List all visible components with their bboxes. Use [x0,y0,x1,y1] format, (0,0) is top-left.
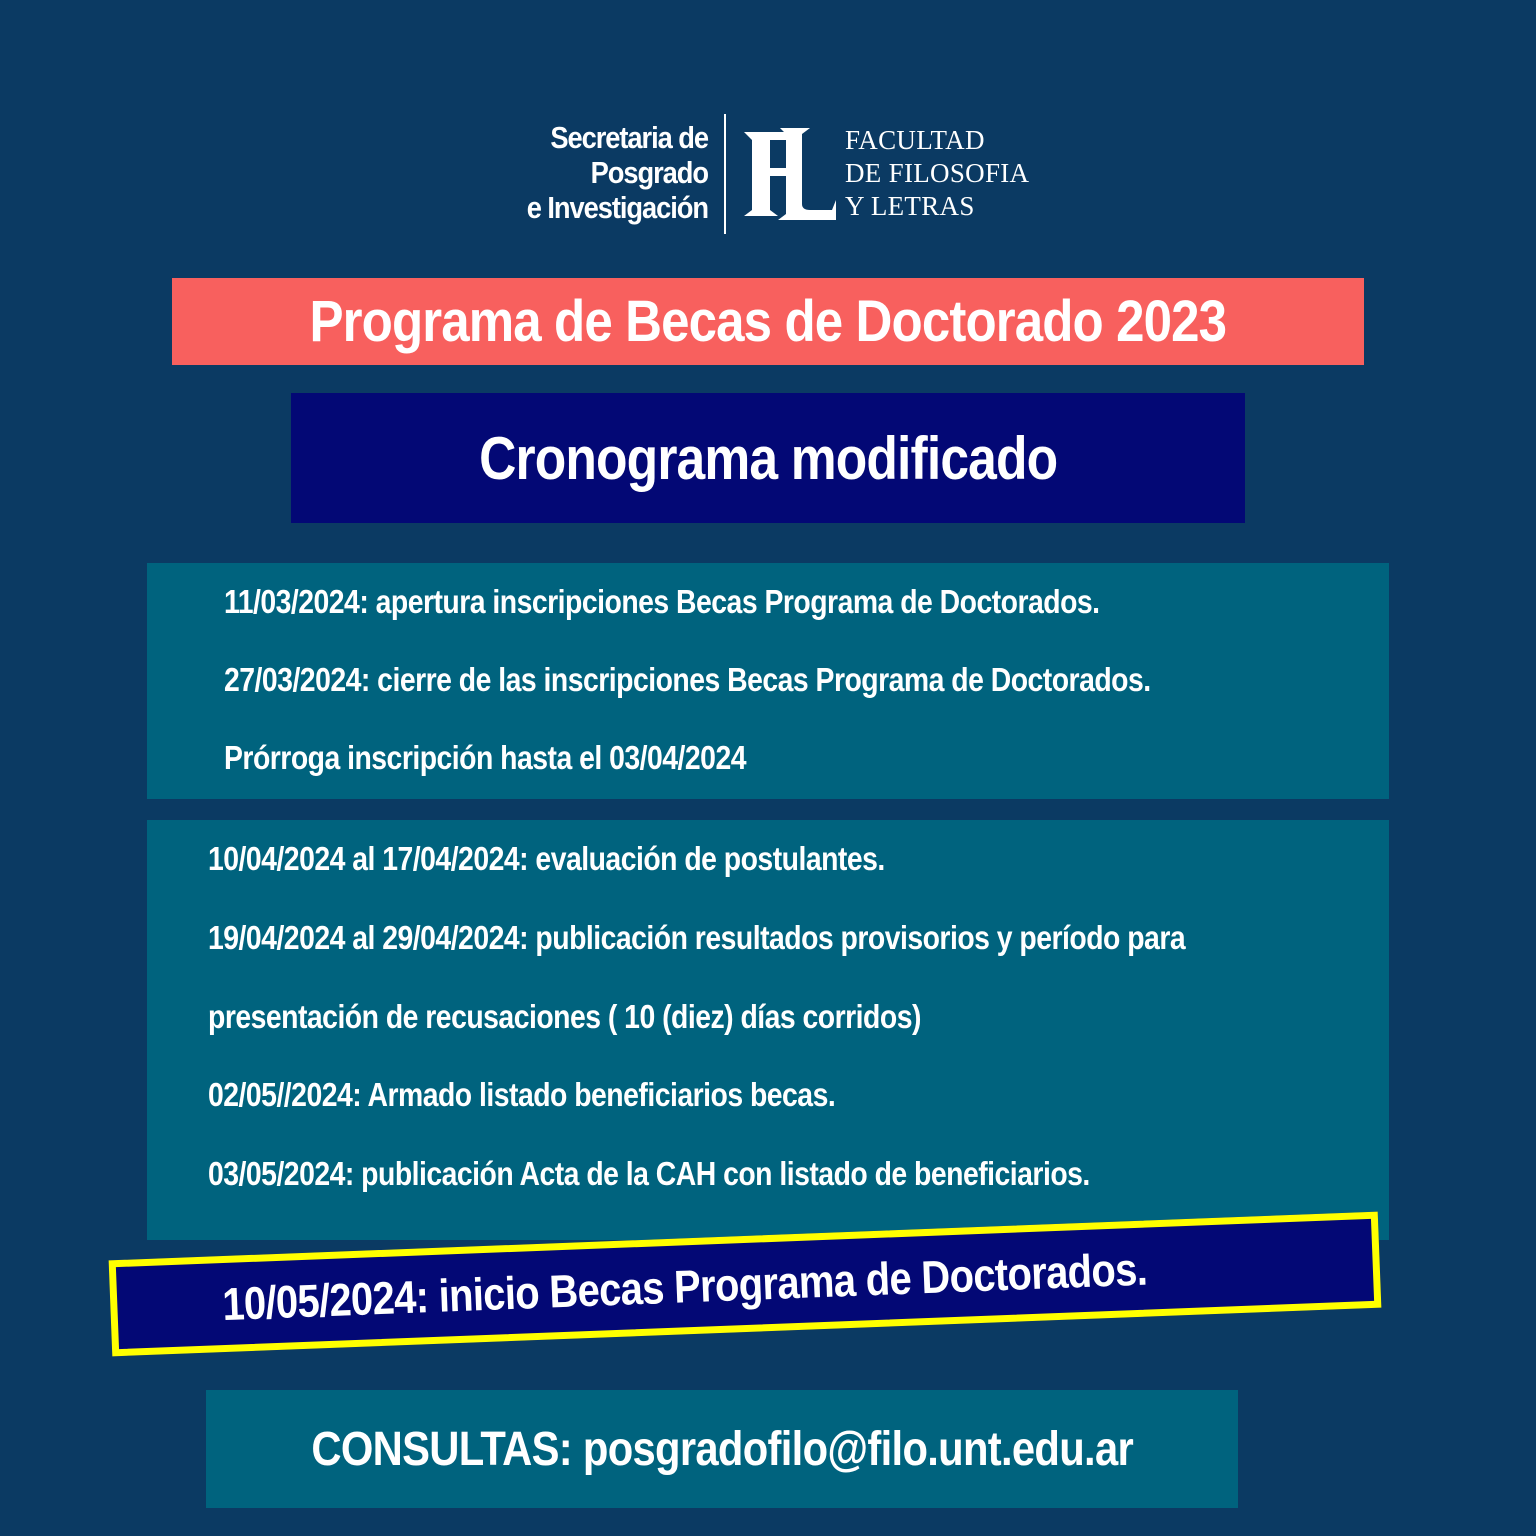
facultad-logo-text [845,124,1029,223]
schedule-item: 27/03/2024: cierre de las inscripciones Becas Programa de Doctorados. [224,661,1151,698]
schedule-item: 11/03/2024: apertura inscripciones Becas Programa de Doctorados. [224,583,1100,620]
schedule-item: 02/05//2024: Armado listado beneficiarios becas. [208,1076,836,1113]
schedule-item: 19/04/2024 al 29/04/2024: publicación resultados provisorios y período para [208,919,1186,956]
secretaria-line: Posgrado [590,155,708,190]
schedule-item: presentación de recusaciones ( 10 (diez) días corridos) [208,998,921,1035]
secretaria-line: e Investigación [526,190,708,225]
schedule-item: Prórroga inscripción hasta el 03/04/2024 [224,739,746,776]
secretaria-line: Secretaria de [550,120,708,155]
contact-box [206,1390,1238,1508]
schedule-item: 10/04/2024 al 17/04/2024: evaluación de postulantes. [208,840,885,877]
facultad-line: DE FILOSOFIA [845,158,1030,188]
page-title: Programa de Becas de Doctorado 2023 [309,289,1227,354]
fl-monogram-logo [740,124,840,224]
facultad-line: Y LETRAS [845,191,975,221]
subtitle-banner [291,393,1245,523]
schedule-box-evaluation [147,820,1389,1240]
schedule-box-registration [147,563,1389,799]
secretaria-logo-text [499,120,708,225]
title-banner [172,278,1364,365]
logo-divider [724,114,726,234]
contact-email: CONSULTAS: posgradofilo@filo.unt.edu.ar [311,1422,1133,1476]
highlight-text: 10/05/2024: inicio Becas Programa de Doctorados. [221,1242,1148,1331]
page-subtitle: Cronograma modificado [478,424,1058,492]
schedule-item: 03/05/2024: publicación Acta de la CAH con listado de beneficiarios. [208,1155,1090,1192]
facultad-line: FACULTAD [845,125,985,155]
